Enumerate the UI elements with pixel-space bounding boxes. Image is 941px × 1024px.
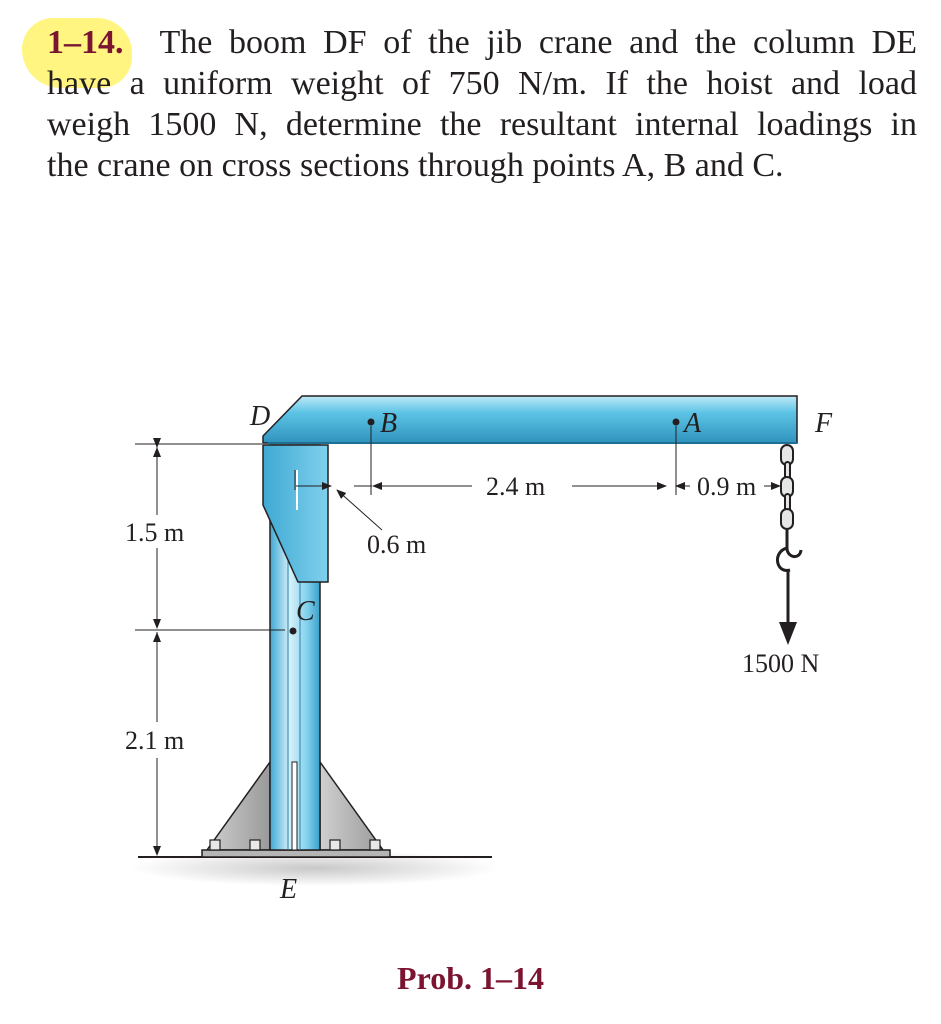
load-arrow-head xyxy=(779,622,797,645)
dim-label-09: 0.9 m xyxy=(697,472,757,501)
point-B-dot xyxy=(368,419,375,426)
label-A: A xyxy=(684,408,702,439)
dim-15-arrowhead-top xyxy=(153,447,161,457)
left-base-gusset xyxy=(207,762,270,850)
problem-line-4: the crane on cross sections through points A, B and C. xyxy=(47,147,784,184)
boom-DF xyxy=(263,396,797,443)
point-C-dot xyxy=(290,628,297,635)
figure-caption: Prob. 1–14 xyxy=(397,960,544,996)
chain xyxy=(781,445,793,529)
base-plate xyxy=(202,850,390,857)
dim-24-left-arrowhead xyxy=(372,482,382,490)
label-C: C xyxy=(296,596,315,627)
problem-text-1: The boom DF of the jib crane and the column DE xyxy=(159,24,917,61)
hook-icon xyxy=(777,530,801,570)
label-B: B xyxy=(380,408,398,439)
dim-21-arrowhead-top xyxy=(153,632,161,642)
problem-number: 1–14. xyxy=(47,24,124,61)
label-F: F xyxy=(815,408,833,439)
dim-label-06: 0.6 m xyxy=(367,530,427,559)
column-slot xyxy=(292,762,297,850)
problem-line-3: weigh 1500 N, determine the resultant internal loadings in xyxy=(47,106,917,143)
label-D: D xyxy=(250,401,271,432)
load-label: 1500 N xyxy=(742,649,820,678)
dim-label-21: 2.1 m xyxy=(125,726,185,755)
dim-label-24: 2.4 m xyxy=(486,472,546,501)
dim-label-15: 1.5 m xyxy=(125,518,185,547)
label-E: E xyxy=(280,874,298,905)
right-base-gusset xyxy=(320,762,383,850)
problem-line-2: have a uniform weight of 750 N/m. If the hoist and load xyxy=(47,65,917,102)
dim-06-leader xyxy=(337,490,382,530)
point-A-dot xyxy=(673,419,680,426)
